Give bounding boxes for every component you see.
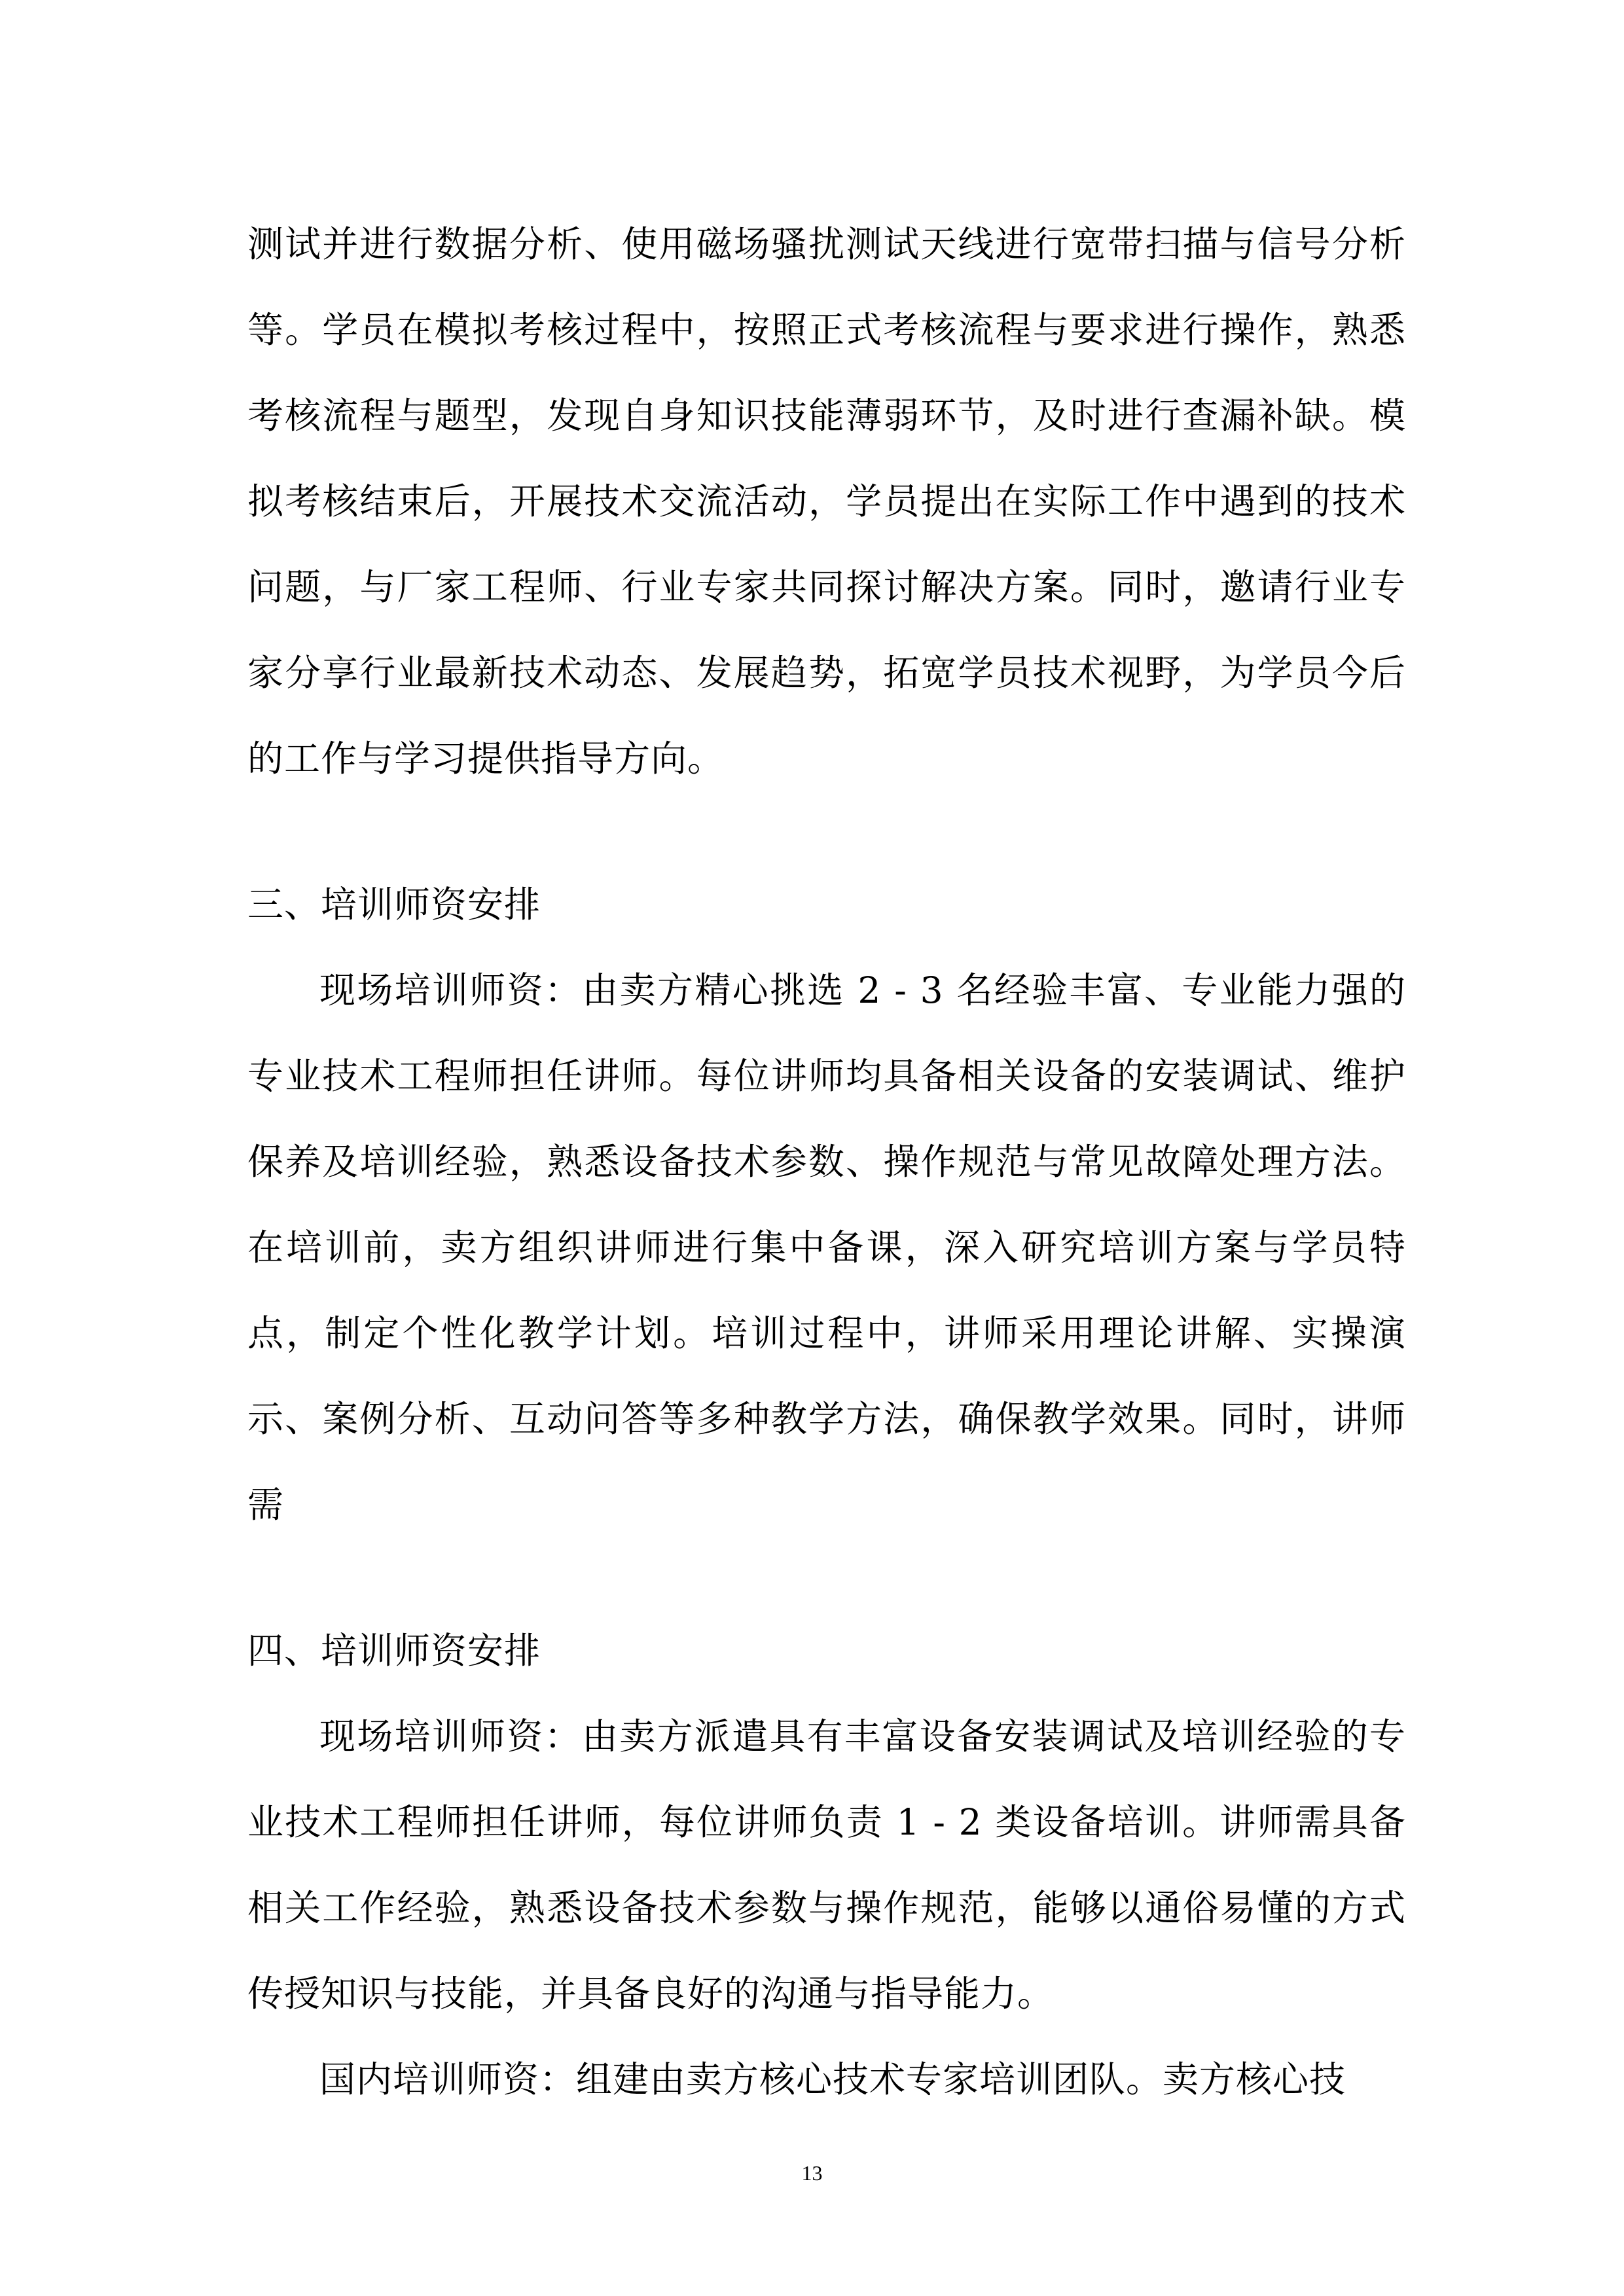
body-text (247, 202, 1406, 2123)
section-3-paragraph: 现场培训师资：由卖方精心挑选 2 - 3 名经验丰富、专业能力强的专业技术工程师担任讲师。每位讲师均具备相关设备的安装调试、维护保养及培训经验，熟悉设备技术参数、操作规范与常见故障处理方法。在培训前，卖方组织讲师进行集中备课，深入研究培训方案与学员特点，制定个性化教学计划。培训过程中，讲师采用理论讲解、实操演示、案例分析、互动问答等多种教学方法，确保教学效果。同时，讲师需 (247, 969, 1406, 1526)
section-4-paragraph-2: 国内培训师资：组建由卖方核心技术专家培训团队。卖方核心技 (319, 2058, 1346, 2100)
section-heading-3: 三、培训师资安排 (247, 884, 541, 925)
section-4-paragraph-1: 现场培训师资：由卖方派遣具有丰富设备安装调试及培训经验的专业技术工程师担任讲师，每位讲师负责 1 - 2 类设备培训。讲师需具备相关工作经验，熟悉设备技术参数与操作规范，能够以通俗易懂的方式传授知识与技能，并具备良好的沟通与指导能力。 (247, 1715, 1406, 2015)
section-heading-4: 四、培训师资安排 (247, 1630, 541, 1672)
paragraph-continued: 测试并进行数据分析、使用磁场骚扰测试天线进行宽带扫描与信号分析等。学员在模拟考核过程中，按照正式考核流程与要求进行操作，熟悉考核流程与题型，发现自身知识技能薄弱环节，及时进行查漏补缺。模拟考核结束后，开展技术交流活动，学员提出在实际工作中遇到的技术问题，与厂家工程师、行业专家共同探讨解决方案。同时，邀请行业专家分享行业最新技术动态、发展趋势，拓宽学员技术视野，为学员今后的工作与学习提供指导方向。 (247, 223, 1406, 780)
page-number: 13 (801, 2161, 823, 2185)
